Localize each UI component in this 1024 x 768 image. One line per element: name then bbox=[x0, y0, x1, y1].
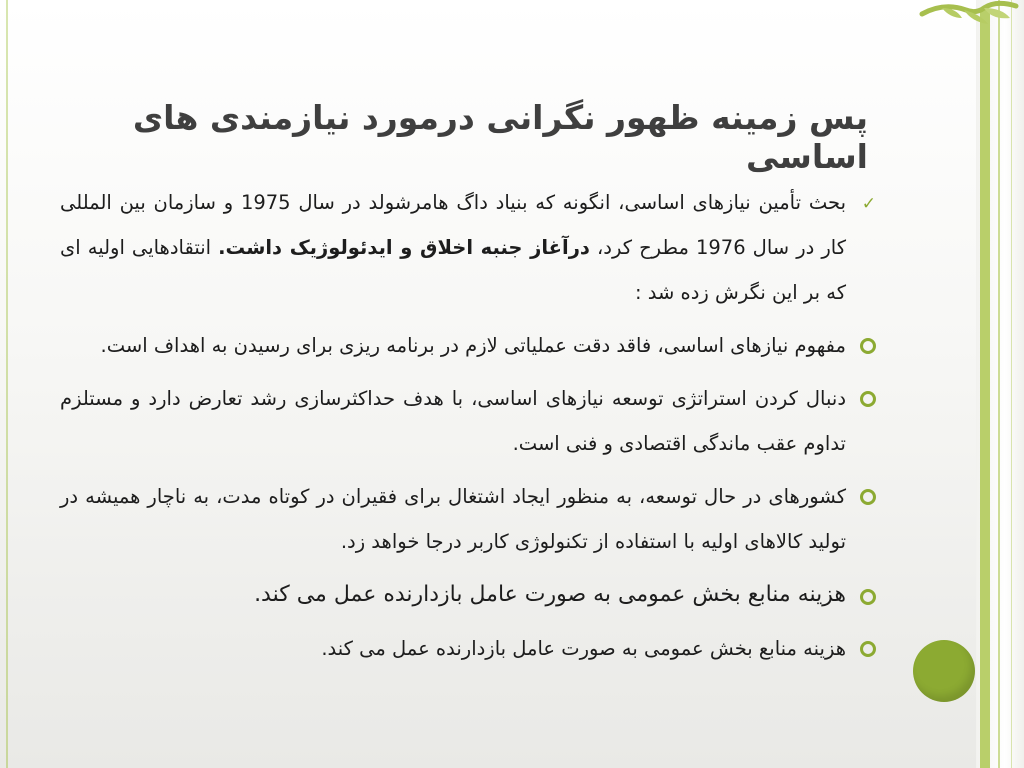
right-decor-stripe-hairline bbox=[1011, 0, 1012, 768]
ring-bullet-icon bbox=[860, 391, 876, 407]
vine-ornament-icon bbox=[914, 0, 1024, 40]
list-item bbox=[60, 376, 882, 466]
right-decor-stripe-thin bbox=[998, 0, 1000, 768]
item-text: هزینه منابع بخش عمومی به صورت عامل بازدارنده عمل می کند. bbox=[321, 637, 846, 660]
bullet-list bbox=[60, 180, 882, 679]
decor-circle bbox=[913, 640, 975, 702]
item-text: دنبال کردن استراتژی توسعه نیازهای اساسی، با هدف حداکثرسازی رشد تعارض دارد و مستلزم تداوم عقب ماندگی اقتصادی و فنی است. bbox=[60, 387, 846, 455]
ring-bullet-icon bbox=[860, 489, 876, 505]
item-text: انتقادهایی اولیه ای که بر این نگرش زده شد : bbox=[60, 236, 846, 304]
list-item bbox=[60, 572, 882, 618]
ring-bullet-icon bbox=[860, 641, 876, 657]
left-decor-line bbox=[6, 0, 8, 768]
ring-bullet-icon bbox=[860, 338, 876, 354]
right-decor-stripe bbox=[980, 10, 990, 768]
slide-title: پس زمینه ظهور نگرانی درمورد نیازمندی های اساسی bbox=[132, 98, 868, 176]
list-item bbox=[60, 180, 882, 315]
item-text-bold: درآغاز جنبه اخلاق و ایدئولوژیک داشت. bbox=[218, 236, 590, 259]
list-item bbox=[60, 626, 882, 671]
item-text: کشورهای در حال توسعه، به منظور ایجاد اشتغال برای فقیران در کوتاه مدت، به ناچار همیشه در تولید کالاهای اولیه با استفاده از تکنولوژی کاربر درجا خواهد زد. bbox=[60, 485, 846, 553]
list-item bbox=[60, 323, 882, 368]
ring-bullet-icon bbox=[860, 589, 876, 605]
list-item bbox=[60, 474, 882, 564]
check-bullet-icon: ✓ bbox=[861, 194, 876, 214]
item-text: هزینه منابع بخش عمومی به صورت عامل بازدارنده عمل می کند. bbox=[254, 582, 846, 607]
item-text: بحث تأمین نیازهای اساسی، انگونه که بنیاد داگ هامرشولد در سال 1975 و سازمان بین المللی کار در سال 1976 مطرح کرد، bbox=[60, 191, 847, 259]
item-text: مفهوم نیازهای اساسی، فاقد دقت عملیاتی لازم در برنامه ریزی برای رسیدن به اهداف است. bbox=[100, 334, 846, 357]
